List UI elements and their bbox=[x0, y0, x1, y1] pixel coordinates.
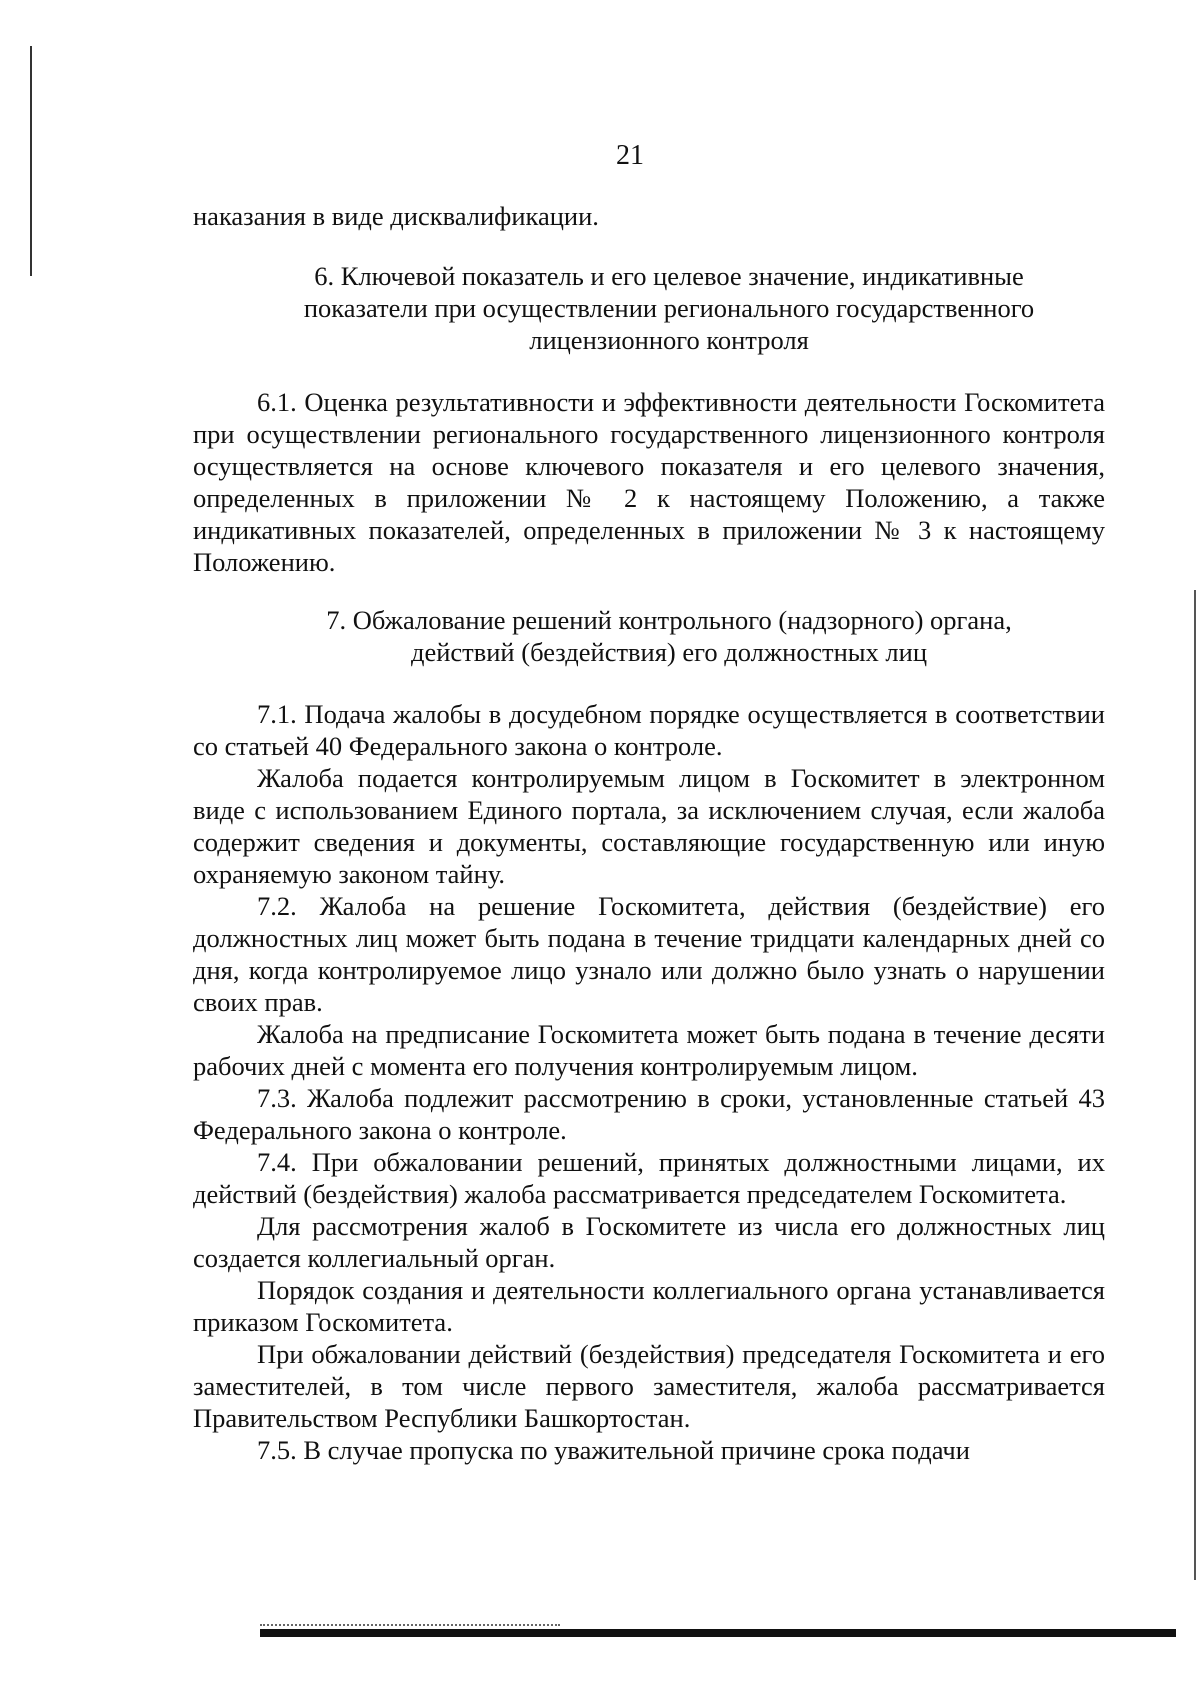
heading-line: показатели при осуществлении регионального государственного bbox=[303, 293, 1035, 323]
intro-line: наказания в виде дисквалификации. bbox=[193, 201, 599, 231]
paragraph: Порядок создания и деятельности коллегиального органа устанавливается приказом Госкомитета. bbox=[193, 1275, 1105, 1337]
section-6-heading bbox=[193, 260, 1105, 356]
heading-line: 7. Обжалование решений контрольного (надзорного) органа, bbox=[326, 605, 1012, 635]
scan-bottom-bar bbox=[260, 1629, 1176, 1637]
section-7-heading bbox=[193, 604, 1105, 668]
scan-edge-mark-right bbox=[1194, 590, 1196, 1580]
paragraph-7-2: 7.2. Жалоба на решение Госкомитета, действия (бездействие) его должностных лиц может быть подана в течение тридцати календарных дней со дня, когда контролируемое лицо узнало или должно было узнать о нарушении своих прав. bbox=[193, 891, 1105, 1017]
paragraph-7-1: 7.1. Подача жалобы в досудебном порядке осуществляется в соответствии со статьей 40 Федерального закона о контроле. bbox=[193, 699, 1105, 761]
scan-dotted-line bbox=[260, 1624, 560, 1628]
paragraph-7-3: 7.3. Жалоба подлежит рассмотрению в сроки, установленные статьей 43 Федерального закона о контроле. bbox=[193, 1083, 1105, 1145]
paragraph-6-1: 6.1. Оценка результативности и эффективности деятельности Госкомитета при осуществлении регионального государственного лицензионного контроля осуществляется на основе ключевого показателя и его целевого значения, определенных в приложении № 2 к настоящему Положению, а также индикативных показателей, определенных в приложении № 3 к настоящему Положению. bbox=[193, 387, 1105, 577]
paragraph: Для рассмотрения жалоб в Госкомитете из числа его должностных лиц создается коллегиальный орган. bbox=[193, 1211, 1105, 1273]
heading-line: лицензионного контроля bbox=[529, 325, 809, 355]
paragraph: Жалоба на предписание Госкомитета может быть подана в течение десяти рабочих дней с момента его получения контролируемым лицом. bbox=[193, 1019, 1105, 1081]
paragraph-7-4: 7.4. При обжаловании решений, принятых должностными лицами, их действий (бездействия) жалоба рассматривается председателем Госкомитета. bbox=[193, 1147, 1105, 1209]
document-body bbox=[193, 200, 1105, 1466]
paragraph-7-5: 7.5. В случае пропуска по уважительной причине срока подачи bbox=[257, 1435, 970, 1465]
heading-line: действий (бездействия) его должностных лиц bbox=[410, 637, 928, 667]
paragraph: Жалоба подается контролируемым лицом в Госкомитет в электронном виде с использованием Единого портала, за исключением случая, если жалоба содержит сведения и документы, составляющие государственную или иную охраняемую законом тайну. bbox=[193, 763, 1105, 889]
page-number: 21 bbox=[616, 140, 644, 171]
paragraph: При обжаловании действий (бездействия) председателя Госкомитета и его заместителей, в том числе первого заместителя, жалоба рассматривается Правительством Республики Башкортостан. bbox=[193, 1339, 1105, 1433]
heading-line: 6. Ключевой показатель и его целевое значение, индикативные bbox=[314, 261, 1024, 291]
